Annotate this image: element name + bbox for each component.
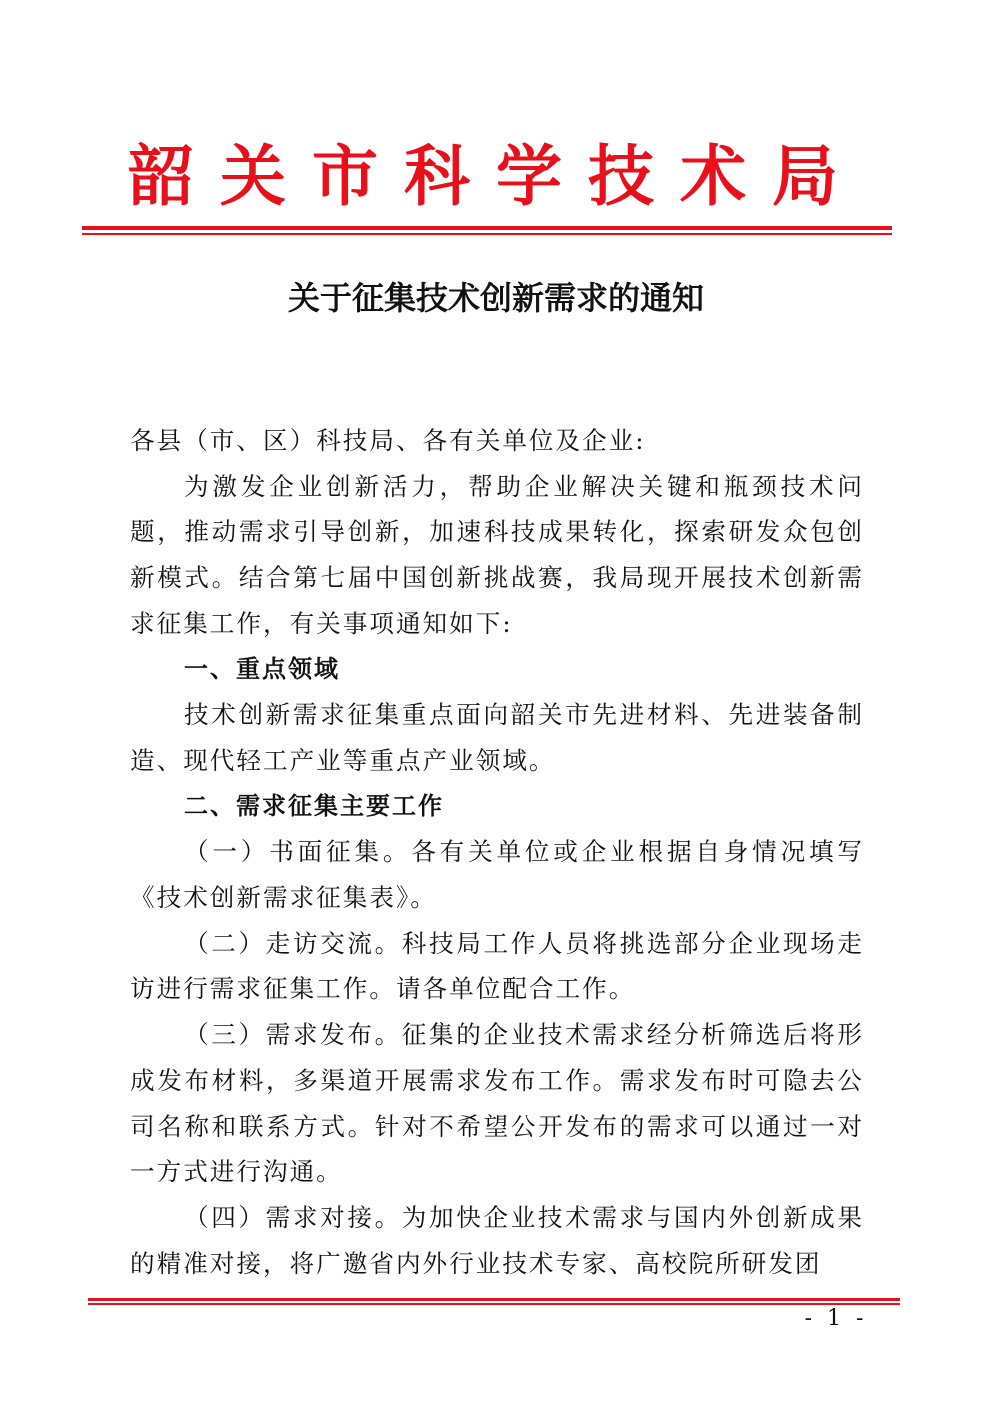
header-rule-thick: [82, 226, 892, 230]
section-2-item: （四）需求对接。为加快企业技术需求与国内外创新成果的精准对接，将广邀省内外行业技术专家、高校院所研发团: [130, 1202, 864, 1278]
section-2-item: （一）书面征集。各有关单位或企业根据自身情况填写《技术创新需求征集表》。: [130, 837, 864, 913]
document-body: [130, 418, 864, 1286]
section-2-item: （二）走访交流。科技局工作人员将挑选部分企业现场走访进行需求征集工作。请各单位配合工作。: [130, 928, 864, 1004]
footer-rule-thick: [88, 1298, 900, 1301]
section-2-item: （三）需求发布。征集的企业技术需求经分析筛选后将形成发布材料，多渠道开展需求发布工作。需求发布时可隐去公司名称和联系方式。针对不希望公开发布的需求可以通过一对一方式进行沟通。: [130, 1020, 864, 1187]
issuing-authority-masthead: 韶关市科学技术局: [128, 137, 864, 215]
section-heading-1: 一、重点领域: [184, 654, 340, 683]
salutation: 各县（市、区）科技局、各有关单位及企业:: [130, 426, 646, 455]
page-number: - 1 -: [804, 1306, 868, 1331]
footer-rule-thin: [88, 1303, 900, 1305]
section-heading-2: 二、需求征集主要工作: [184, 791, 444, 820]
header-rule-thin: [82, 233, 892, 235]
section-1-paragraph: 技术创新需求征集重点面向韶关市先进材料、先进装备制造、现代轻工产业等重点产业领域。: [130, 700, 864, 775]
document-title: 关于征集技术创新需求的通知: [287, 279, 704, 317]
intro-paragraph: 为激发企业创新活力，帮助企业解决关键和瓶颈技术问题，推动需求引导创新，加速科技成果转化，探索研发众包创新模式。结合第七届中国创新挑战赛，我局现开展技术创新需求征集工作，有关事项通知如下:: [130, 471, 864, 638]
